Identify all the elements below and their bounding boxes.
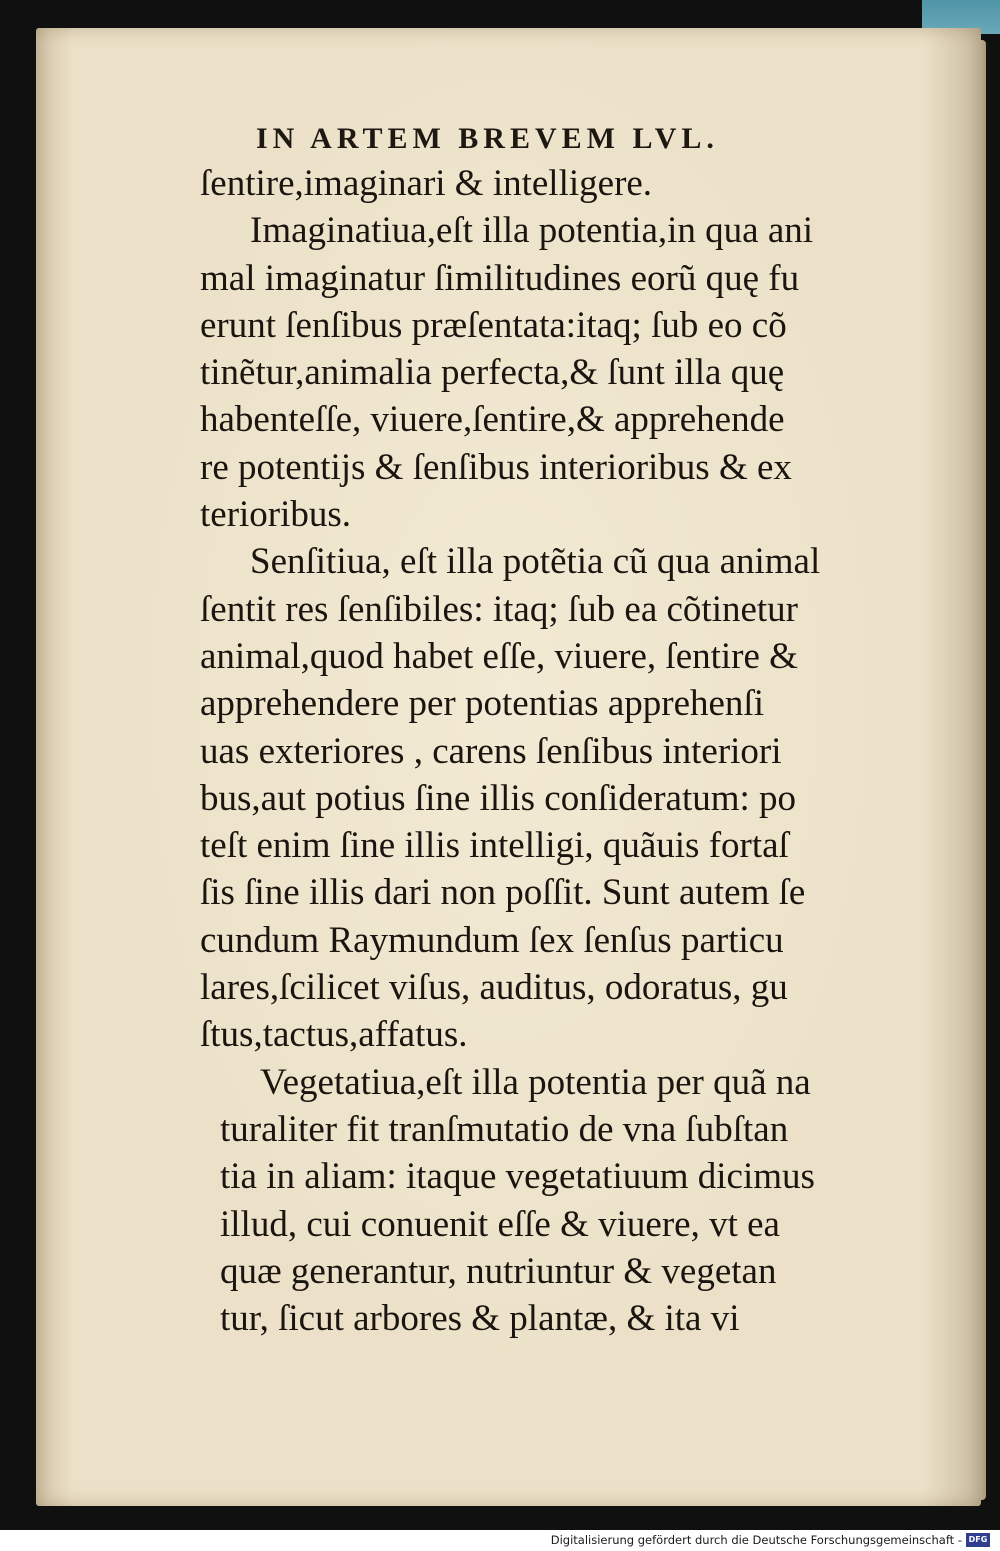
text-line: ſtus,tactus,affatus. bbox=[200, 1014, 468, 1056]
running-head: IN ARTEM BREVEM LVL. bbox=[256, 122, 719, 155]
text-line: tur, ſicut arbores & plantæ, & ita vi bbox=[220, 1298, 740, 1340]
text-line: erunt ſenſibus præſentata:itaq; ſub eo cõ bbox=[200, 304, 787, 346]
text-line: quæ generantur, nutriuntur & vegetan bbox=[220, 1250, 777, 1292]
text-line: illud, cui conuenit eſſe & viuere, vt ea bbox=[220, 1203, 780, 1245]
text-line: Vegetatiua,eſt illa potentia per quã na bbox=[260, 1061, 811, 1103]
text-line: turaliter fit tranſmutatio de vna ſubſtan bbox=[220, 1108, 789, 1150]
text-line: terioribus. bbox=[200, 494, 352, 536]
text-line: cundum Raymundum ſex ſenſus particu bbox=[200, 919, 784, 961]
text-line: teſt enim ſine illis intelligi, quãuis fortaſ bbox=[200, 825, 789, 867]
text-line: apprehendere per potentias apprehenſi bbox=[200, 683, 764, 725]
text-line: tia in aliam: itaque vegetatiuum dicimus bbox=[220, 1156, 815, 1198]
body-text bbox=[200, 160, 920, 1342]
dfg-logo-icon: DFG bbox=[966, 1533, 990, 1547]
text-line: ſis ſine illis dari non poſſit. Sunt autem ſe bbox=[200, 872, 806, 914]
text-line: mal imaginatur ſimilitudines eorũ quę fu bbox=[200, 257, 800, 299]
text-line: Imaginatiua,eſt illa potentia,in qua ani bbox=[250, 210, 814, 252]
funding-credit: Digitalisierung gefördert durch die Deutsche Forschungsgemeinschaft - bbox=[550, 1533, 962, 1547]
text-line: uas exteriores , carens ſenſibus interiori bbox=[200, 730, 782, 772]
text-line: habenteſſe, viuere,ſentire,& apprehende bbox=[200, 399, 785, 441]
text-line: bus,aut potius ſine illis conſideratum: po bbox=[200, 777, 797, 819]
text-line: animal,quod habet eſſe, viuere, ſentire & bbox=[200, 635, 798, 677]
text-line: re potentijs & ſenſibus interioribus & ex bbox=[200, 446, 792, 488]
text-line: ſentit res ſenſibiles: itaq; ſub ea cõtinetur bbox=[200, 588, 798, 630]
text-line: Senſitiua, eſt illa potẽtia cũ qua animal bbox=[250, 541, 821, 583]
text-line: lares,ſcilicet viſus, auditus, odoratus, gu bbox=[200, 967, 788, 1009]
text-line: ſentire,imaginari & intelligere. bbox=[200, 163, 653, 204]
text-line: tinẽtur,animalia perfecta,& ſunt illa quę bbox=[200, 352, 785, 394]
